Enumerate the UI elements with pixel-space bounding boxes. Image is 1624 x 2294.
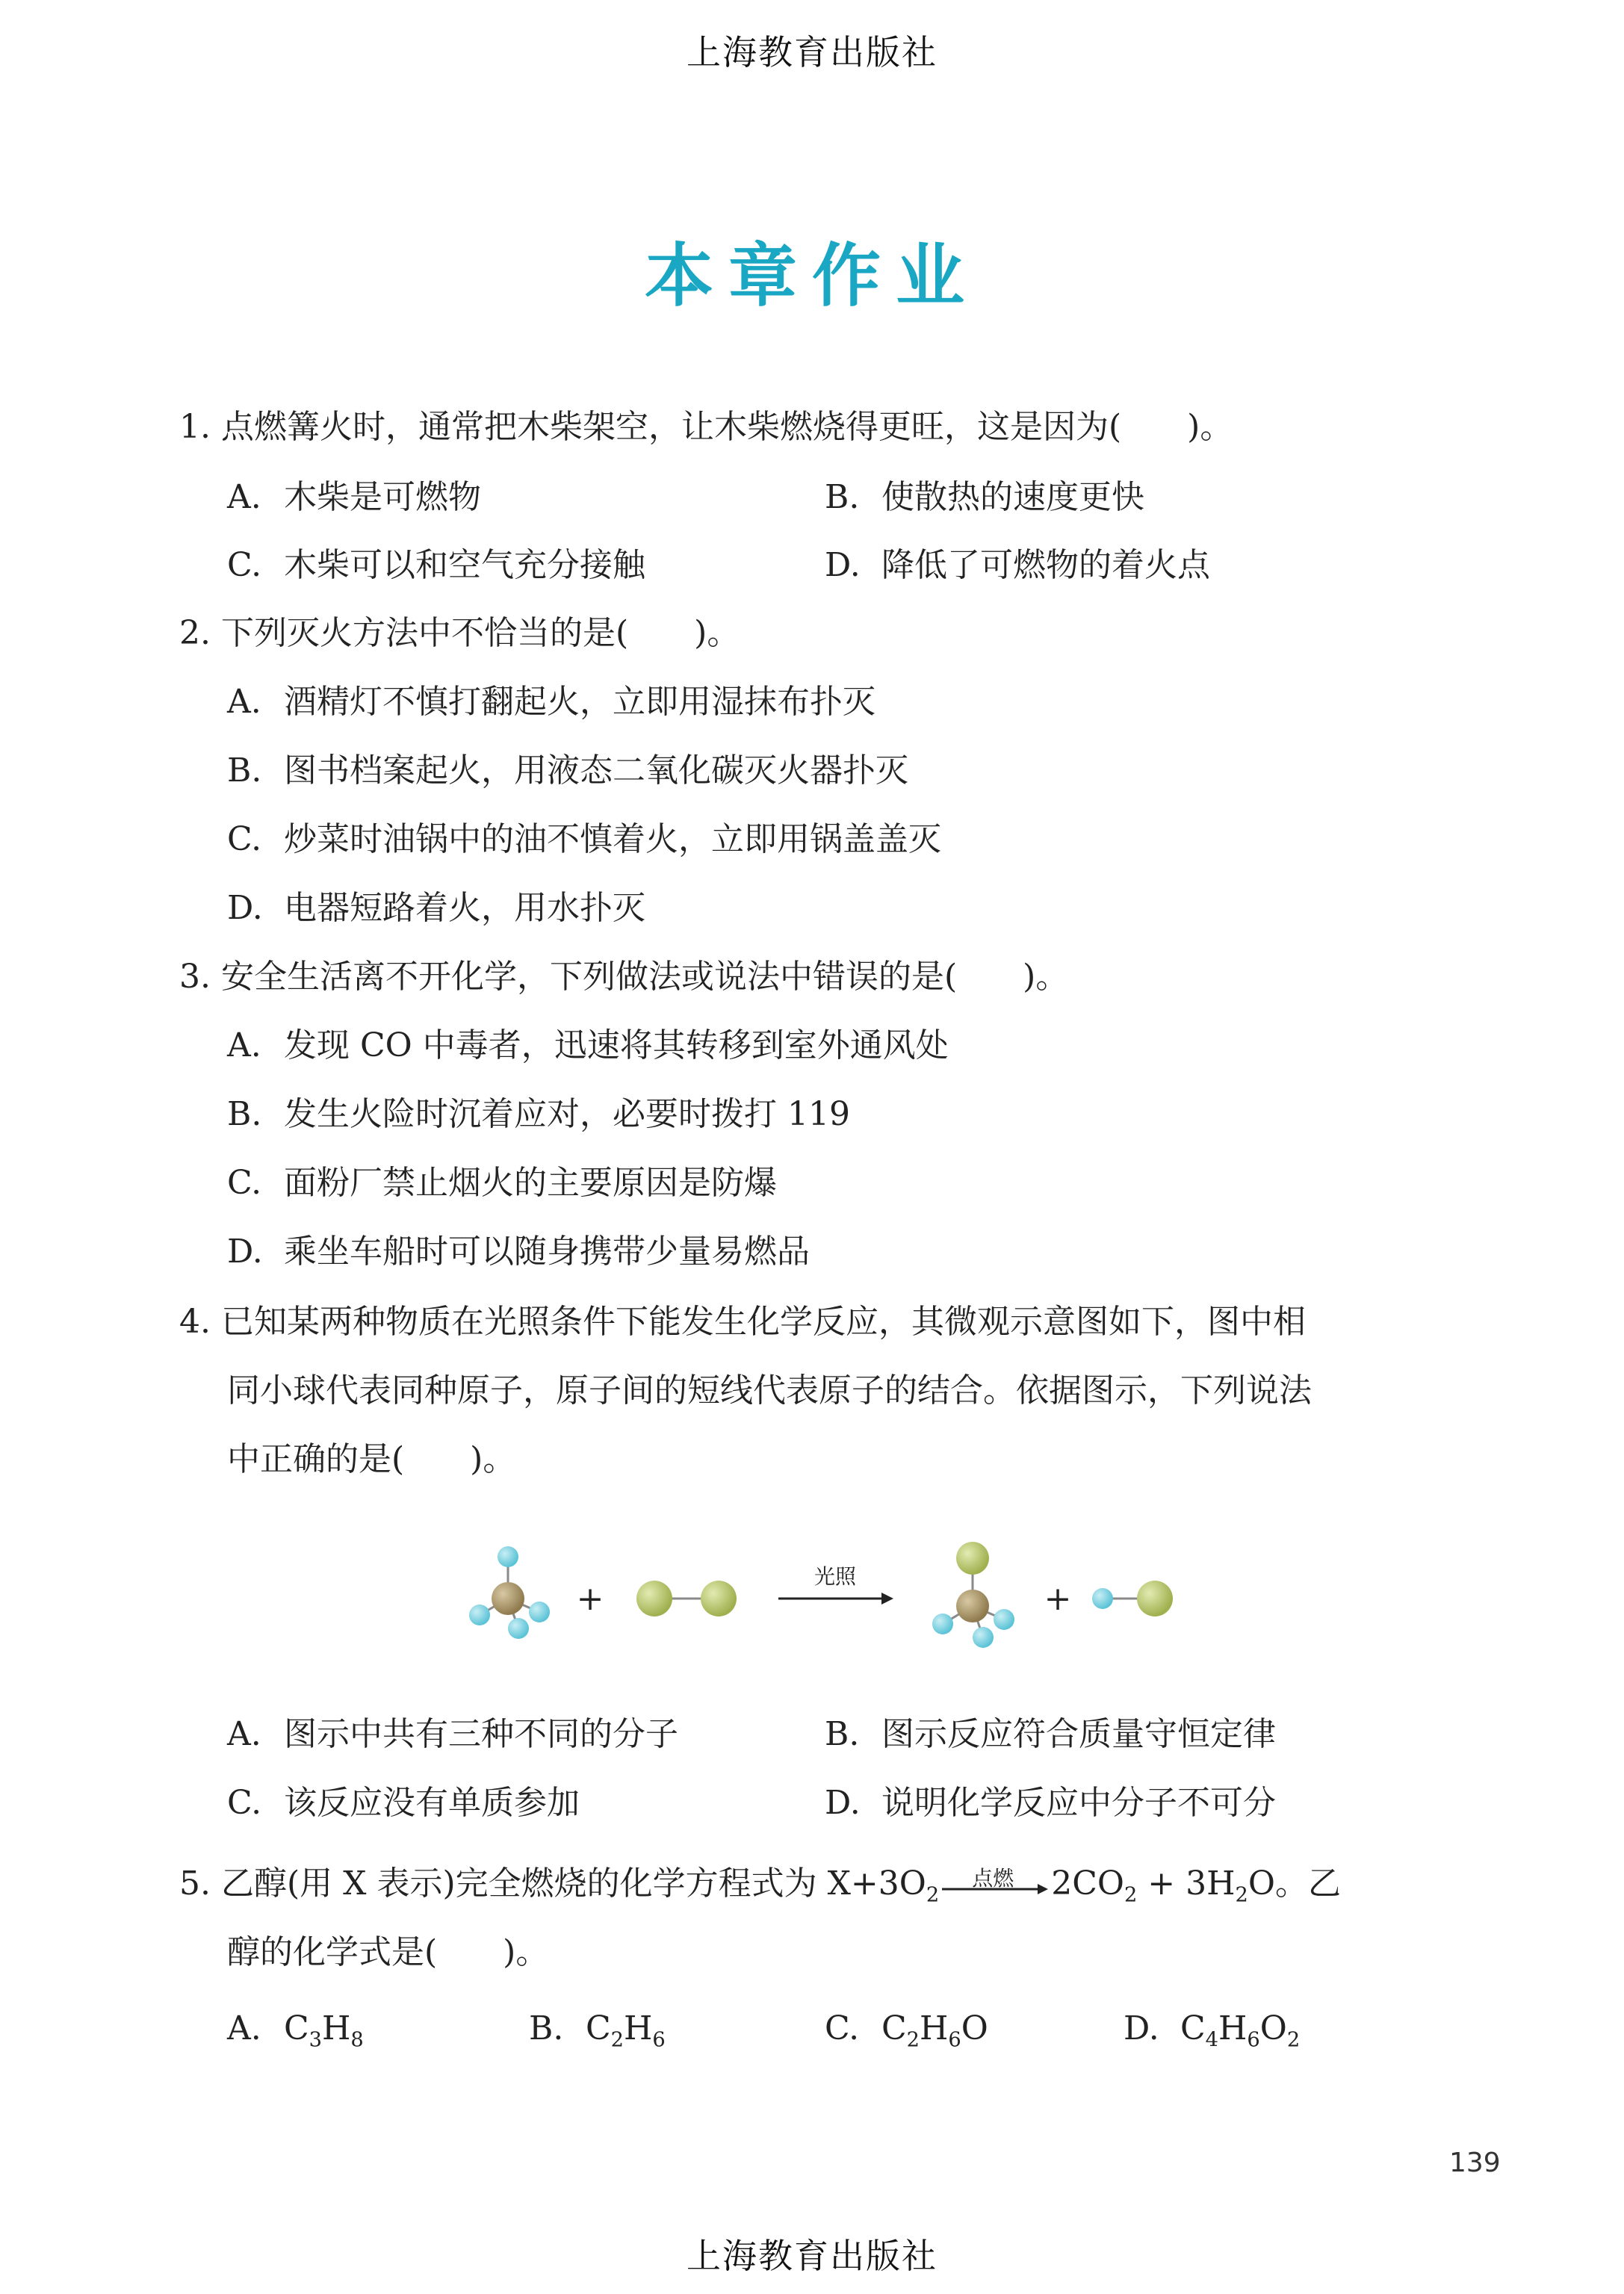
central-atom [956,1590,989,1622]
subscript: 6 [948,2028,961,2052]
question-stem: 安全生活离不开化学，下列做法或说法中错误的是( )。 [220,958,1069,996]
option-text: 乘坐车船时可以随身携带少量易燃品 [284,1233,810,1271]
option-letter: B. [825,1715,860,1753]
reactant-molecule-1 [469,1546,550,1639]
option-3b [227,1095,850,1134]
option-2d [227,889,645,928]
small-atom [1092,1588,1113,1609]
question-number: 4. [179,1303,211,1341]
question-1 [179,408,1233,447]
arrow-line [939,1867,1051,1906]
formula-part: C [284,2009,309,2047]
option-letter: D. [825,1784,861,1822]
option-text: 发生火险时沉着应对，必要时拨打 119 [284,1095,850,1133]
product-co2: 2CO [1051,1864,1124,1903]
reactant-molecule-2 [636,1581,737,1616]
subscript: 8 [350,2028,364,2052]
option-3a [227,1026,949,1065]
option-4d [825,1784,1276,1823]
subscript: 3 [309,2028,323,2052]
option-text: 酒精灯不慎打翻起火，立即用湿抹布扑灭 [284,683,875,721]
option-text: 说明化学反应中分子不可分 [881,1784,1276,1822]
small-atom [469,1605,490,1625]
formula-part: C [586,2009,611,2047]
question-number: 2. [179,614,211,652]
publisher-footer: 上海教育出版社 [687,2236,937,2276]
option-letter: D. [227,889,263,927]
option-text: 炒菜时油锅中的油不慎着火，立即用锅盖盖灭 [284,820,941,858]
question-stem: 下列灭火方法中不恰当的是( )。 [220,614,740,652]
small-atom [508,1618,529,1639]
subscript: 2 [926,1883,940,1907]
product-h2o: + 3H [1137,1864,1236,1903]
option-text: 木柴可以和空气充分接触 [284,546,645,584]
page-number: 139 [1449,2148,1501,2178]
option-4b [825,1715,1276,1754]
option-letter: C. [227,1784,262,1822]
subscript: 2 [906,2028,920,2052]
option-1d [825,546,1210,585]
question-2 [179,614,740,653]
subscript: 2 [1286,2028,1301,2052]
option-letter: A. [227,1715,261,1753]
option-letter: D. [825,546,861,584]
question-number: 3. [179,958,211,996]
large-atom [1137,1581,1173,1616]
reaction-arrow [939,1867,1051,1906]
option-letter: C. [227,820,262,858]
option-1b [825,478,1144,517]
option-2c [227,820,941,859]
option-text: 使散热的速度更快 [881,478,1144,516]
question-4 [179,1303,1306,1342]
option-5d [1124,2009,1301,2052]
equation-suffix: O。乙 [1248,1864,1341,1903]
option-letter: D. [1124,2009,1159,2047]
option-text: 木柴是可燃物 [284,478,481,516]
large-atom [701,1581,737,1616]
formula-part: O [1259,2009,1287,2047]
option-4c [227,1784,580,1823]
option-letter: A. [227,2009,261,2047]
question-stem-line: 已知某两种物质在光照条件下能发生化学反应，其微观示意图如下，图中相 [220,1303,1306,1341]
question-number: 1. [179,408,211,446]
option-3c [227,1164,777,1203]
option-1c [227,546,645,585]
option-letter: A. [227,1026,261,1064]
product-molecule-1 [932,1542,1014,1648]
large-atom [636,1581,672,1616]
formula-part: C [1180,2009,1206,2047]
plus-sign: + [576,1580,604,1618]
option-letter: B. [529,2009,564,2047]
option-2b [227,751,908,790]
small-atom [529,1602,550,1622]
reaction-diagram [441,1524,1188,1658]
formula-part: H [1218,2009,1248,2047]
central-atom [492,1582,524,1615]
formula-part: O [961,2009,988,2047]
option-letter: C. [227,546,262,584]
product-molecule-2 [1092,1581,1173,1616]
question-number: 5. [179,1864,211,1903]
formula-part: C [881,2009,907,2047]
question-stem-line: 醇的化学式是( )。 [227,1933,549,1971]
formula-part: H [920,2009,949,2047]
reaction-arrow [778,1564,893,1605]
option-5b [529,2009,666,2052]
equation-prefix: 乙醇(用 X 表示)完全燃烧的化学方程式为 X+3O [220,1864,926,1903]
option-4a [227,1715,678,1754]
option-letter: A. [227,478,261,516]
arrow-label: 点燃 [972,1865,1014,1891]
option-letter: B. [825,478,860,516]
option-5a [227,2009,364,2052]
arrow-label: 光照 [813,1564,857,1589]
question-stem: 点燃篝火时，通常把木柴架空，让木柴燃烧得更旺，这是因为( )。 [220,408,1233,446]
page-title: 本章作业 [644,236,979,316]
publisher-header: 上海教育出版社 [687,32,937,72]
option-letter: C. [227,1164,262,1202]
question-5 [179,1864,1341,1906]
option-text: 图书档案起火，用液态二氧化碳灭火器扑灭 [284,751,908,790]
option-5c [825,2009,988,2052]
option-2a [227,683,875,722]
option-text: 该反应没有单质参加 [284,1784,580,1822]
option-1a [227,478,481,517]
option-text: 发现 CO 中毒者，迅速将其转移到室外通风处 [284,1026,949,1064]
question-stem-line: 中正确的是( )。 [227,1440,516,1478]
option-text: 降低了可燃物的着火点 [881,546,1210,584]
option-letter: D. [227,1233,263,1271]
subscript: 2 [1124,1883,1138,1907]
question-3 [179,958,1068,996]
option-letter: A. [227,683,261,721]
subscript: 4 [1205,2028,1219,2052]
formula-part: H [322,2009,351,2047]
small-atom [932,1613,953,1634]
option-3d [227,1233,810,1271]
option-text: 电器短路着火，用水扑灭 [284,889,645,927]
large-atom [956,1542,989,1575]
option-letter: C. [825,2009,860,2047]
option-text: 面粉厂禁止烟火的主要原因是防爆 [284,1164,777,1202]
small-atom [498,1546,518,1567]
option-text: 图示反应符合质量守恒定律 [881,1715,1276,1753]
plus-sign: + [1044,1580,1072,1618]
option-letter: B. [227,1095,262,1133]
option-letter: B. [227,751,262,790]
subscript: 6 [1247,2028,1260,2052]
question-stem-line: 同小球代表同种原子，原子间的短线代表原子的结合。依据图示，下列说法 [227,1371,1312,1410]
option-text: 图示中共有三种不同的分子 [284,1715,678,1753]
small-atom [994,1609,1014,1630]
subscript: 2 [1235,1883,1248,1907]
small-atom [973,1627,994,1648]
formula-part: H [624,2009,653,2047]
subscript: 6 [652,2028,666,2052]
subscript: 2 [610,2028,625,2052]
